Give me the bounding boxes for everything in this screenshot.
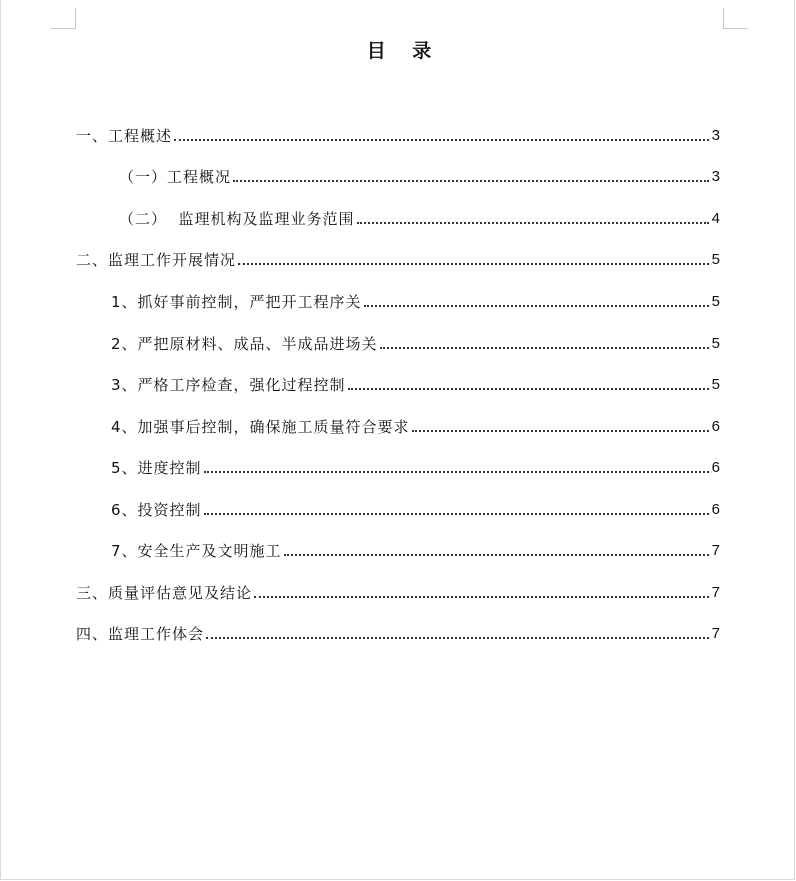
toc-dot-leader (348, 387, 709, 390)
toc-entry[interactable] (76, 124, 720, 146)
toc-entry[interactable] (111, 373, 720, 395)
toc-entry-text: 7、安全生产及文明施工 (111, 542, 282, 560)
toc-entry-text: 3、严格工序检查，强化过程控制 (111, 376, 346, 394)
toc-dot-leader (204, 470, 709, 473)
margin-corner-mark-left (51, 8, 76, 29)
toc-entry[interactable] (76, 581, 720, 603)
toc-entry[interactable] (111, 290, 720, 312)
toc-dot-leader (204, 512, 709, 515)
toc-entry-text: 一、工程概述 (76, 127, 173, 145)
toc-page-number: 5 (711, 293, 720, 310)
toc-dot-leader (254, 595, 709, 598)
toc-entry[interactable] (119, 207, 720, 229)
toc-entry[interactable] (111, 415, 720, 437)
toc-entry-text: 4、加强事后控制，确保施工质量符合要求 (111, 418, 410, 436)
toc-page-number: 5 (711, 376, 720, 393)
toc-page-number: 5 (711, 251, 720, 268)
toc-entry-text: 四、监理工作体会 (76, 625, 205, 643)
toc-page-number: 4 (711, 210, 720, 227)
toc-dot-leader (238, 262, 709, 265)
toc-entry-text: 5、进度控制 (111, 459, 202, 477)
toc-dot-leader (380, 346, 709, 349)
toc-dot-leader (174, 138, 709, 141)
toc-page-number: 6 (711, 418, 720, 435)
toc-entry[interactable] (119, 165, 720, 187)
toc-entry[interactable] (111, 456, 720, 478)
toc-dot-leader (284, 553, 709, 556)
toc-entry-text: 三、质量评估意见及结论 (76, 584, 253, 602)
toc-dot-leader (206, 636, 709, 639)
toc-entry-text: 2、严把原材料、成品、半成品进场关 (111, 335, 378, 353)
toc-page-number: 7 (711, 584, 720, 601)
toc-entry-text: 二、监理工作开展情况 (76, 251, 237, 269)
toc-entry[interactable] (76, 622, 720, 644)
toc-entry-text: （二） 监理机构及监理业务范围 (119, 210, 355, 228)
page-title: 目 录 (366, 40, 442, 62)
toc-page-number: 3 (711, 168, 720, 185)
toc-dot-leader (357, 221, 709, 224)
toc-dot-leader (412, 429, 709, 432)
toc-entry-text: 1、抓好事前控制，严把开工程序关 (111, 293, 362, 311)
toc-entry[interactable] (111, 498, 720, 520)
toc-page-number: 6 (711, 501, 720, 518)
toc-entry-text: （一）工程概况 (119, 168, 232, 186)
toc-dot-leader (233, 179, 709, 182)
toc-entry[interactable] (111, 332, 720, 354)
toc-dot-leader (364, 304, 709, 307)
toc-entry[interactable] (76, 248, 720, 270)
margin-corner-mark-right (723, 8, 748, 29)
toc-entry-text: 6、投资控制 (111, 501, 202, 519)
toc-page-number: 7 (711, 542, 720, 559)
toc-page-number: 6 (711, 459, 720, 476)
toc-page-number: 5 (711, 335, 720, 352)
toc-page-number: 7 (711, 625, 720, 642)
toc-entry[interactable] (111, 539, 720, 561)
toc-page-number: 3 (711, 127, 720, 144)
